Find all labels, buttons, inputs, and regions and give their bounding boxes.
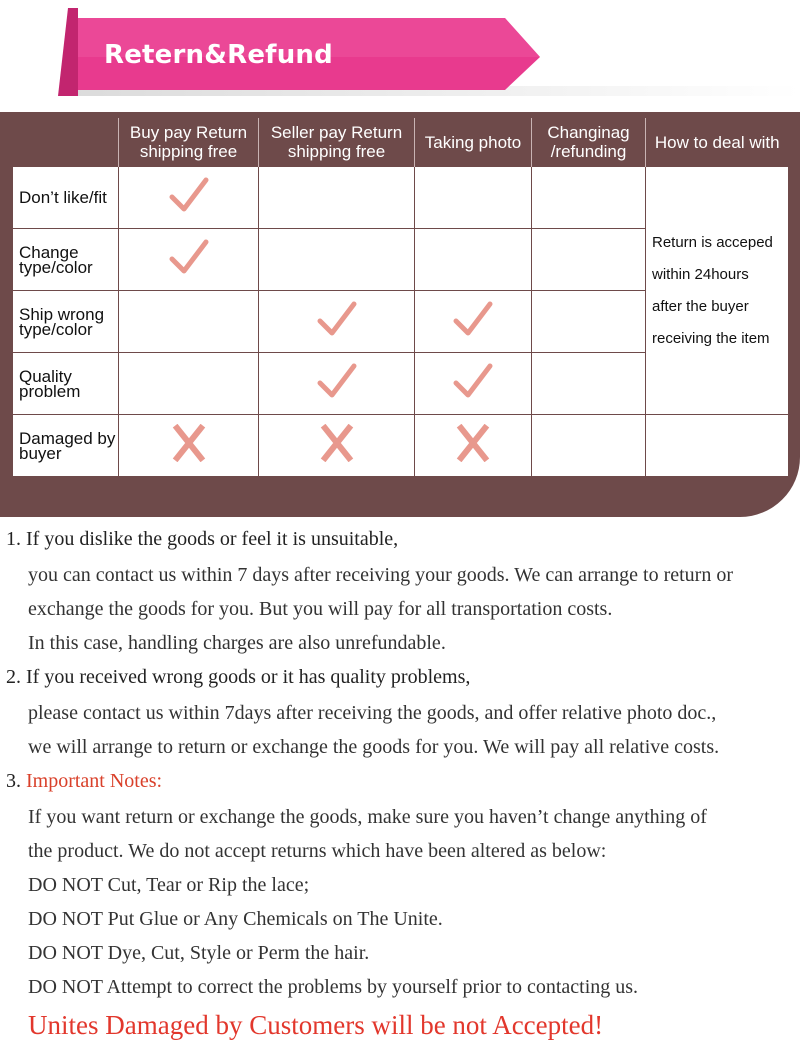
x-icon [453,424,493,462]
row-label: Change type/color [13,229,119,291]
check-icon [317,362,357,400]
header-how-to-deal: How to deal with [646,118,789,167]
table-row [13,167,789,229]
deal-line: after the buyer [652,297,749,315]
header-buy-pay: Buy pay Return shipping free [119,118,259,167]
note-3-number: 3. [6,770,26,792]
note-3-title [6,770,162,793]
mark-cell [259,291,415,353]
deal-line: Return is acceped [652,233,773,251]
check-icon [317,300,357,338]
page-title: Retern&Refund [104,40,333,70]
mark-cell [415,229,532,291]
note-2-line: we will arrange to return or exchange the goods for you. We will pay all relative costs. [28,736,720,758]
mark-cell [259,229,415,291]
note-2-line: please contact us within 7days after receiving the goods, and offer relative photo doc., [28,702,717,724]
check-icon [169,176,209,214]
note-3-line: the product. We do not accept returns which have been altered as below: [28,840,607,862]
row-label: Quality problem [13,353,119,415]
table-header-row [13,118,789,167]
x-icon [169,424,209,462]
mark-cell [415,353,532,415]
mark-cell [119,353,259,415]
check-icon [169,238,209,276]
header-seller-pay: Seller pay Return shipping free [259,118,415,167]
mark-cell [532,167,646,229]
mark-cell [119,167,259,229]
return-policy-table [12,118,789,477]
mark-cell [532,353,646,415]
header-empty [13,118,119,167]
note-1-line: exchange the goods for you. But you will pay for all transportation costs. [28,598,613,620]
mark-cell [259,415,415,477]
mark-cell [119,229,259,291]
mark-cell [415,415,532,477]
mark-cell [532,229,646,291]
mark-cell [259,353,415,415]
mark-cell [119,291,259,353]
row-label: Damaged by buyer [13,415,119,477]
mark-cell [415,291,532,353]
check-icon [453,300,493,338]
check-icon [453,362,493,400]
note-3-line: DO NOT Attempt to correct the problems by yourself prior to contacting us. [28,976,639,998]
mark-cell [532,291,646,353]
note-1-line: In this case, handling charges are also unrefundable. [28,632,446,654]
note-3-line: If you want return or exchange the goods, make sure you haven’t change anything of [28,806,707,828]
header-taking-photo: Taking photo [415,118,532,167]
deal-with-cell [646,167,789,415]
warning-text: Unites Damaged by Customers will be not Accepted! [28,1010,604,1040]
note-3-line: DO NOT Cut, Tear or Rip the lace; [28,874,310,896]
note-2-title: 2. If you received wrong goods or it has quality problems, [6,666,471,688]
note-1-line: you can contact us within 7 days after receiving your goods. We can arrange to return or [28,564,733,586]
note-3-line: DO NOT Dye, Cut, Style or Perm the hair. [28,942,370,964]
banner [0,0,800,110]
important-notes-heading: Important Notes: [26,770,163,792]
deal-line: receiving the item [652,329,770,347]
row-label: Don’t like/fit [13,167,119,229]
deal-empty-cell [646,415,789,477]
x-icon [317,424,357,462]
mark-cell [532,415,646,477]
mark-cell [259,167,415,229]
header-changing-refunding: Changinag /refunding [532,118,646,167]
note-1-title: 1. If you dislike the goods or feel it is unsuitable, [6,528,399,550]
row-label: Ship wrong type/color [13,291,119,353]
mark-cell [119,415,259,477]
table-row [13,415,789,477]
mark-cell [415,167,532,229]
note-3-line: DO NOT Put Glue or Any Chemicals on The Unite. [28,908,443,930]
deal-line: within 24hours [652,265,749,283]
